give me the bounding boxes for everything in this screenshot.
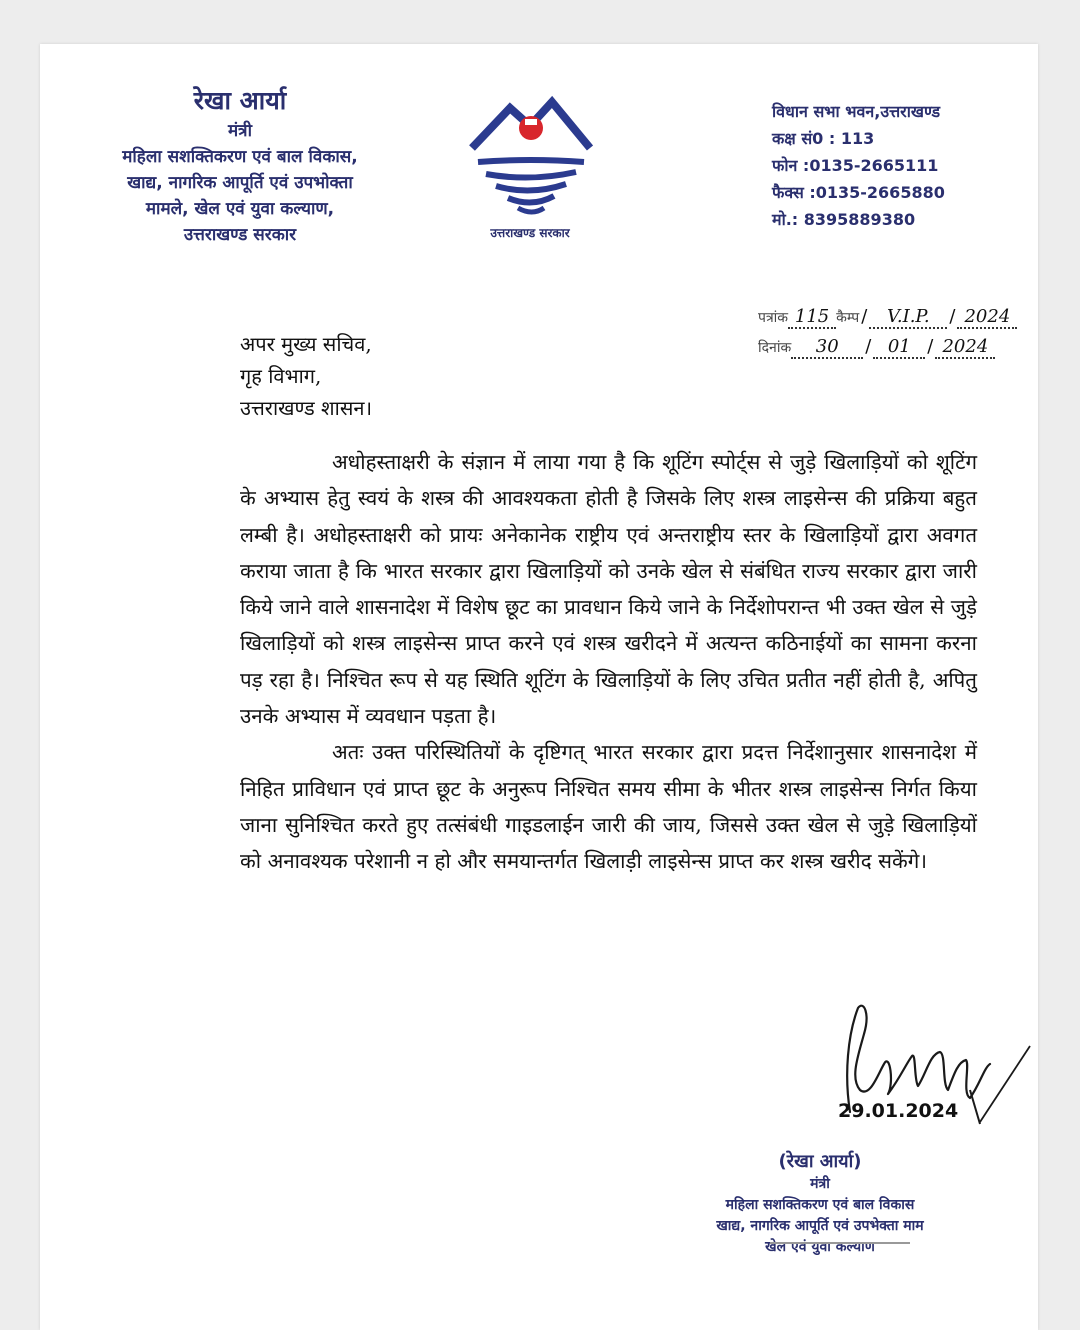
recipient-line: उत्तराखण्ड शासन। [240,396,373,420]
date-row: दिनांक 30 / 01 / 2024 [758,336,1017,366]
reference-block [758,306,1017,366]
office-address: विधान सभा भवन,उत्तराखण्ड [772,102,941,121]
recipient-address [240,328,372,424]
department-line: खाद्य, नागरिक आपूर्ति एवं उपभोक्ता [127,173,353,193]
fax-number: फैक्स :0135-2665880 [772,183,945,202]
body-paragraph-2: अतः उक्त परिस्थितियों के दृष्टिगत् भारत सरकार द्वारा प्रदत्त निर्देशानुसार शासनादेश में निहित प्राविधान एवं प्राप्त छूट के अनुरूप निश्चित समय सीमा के भीतर शस्त्र लाइसेन्स निर्गत किया जाना सुनिश्चित करते हुए तत्संबंधी गाइडलाईन जारी की जाय, जिससे उक्त खेल से जुड़े खिलाड़ियों को अनावश्यक परेशानी न हो और समयान्तर्गत खिलाड़ी लाइसेन्स प्राप्त कर शस्त्र खरीद सकेंगे। [240,740,977,874]
body-paragraph-1: अधोहस्ताक्षरी के संज्ञान में लाया गया है कि शूटिंग स्पोर्ट्स से जुड़े खिलाड़ियों को शूटिंग के अभ्यास हेतु स्वयं के शस्त्र की आवश्यकता होती है जिसके लिए शस्त्र लाइसेन्स की प्रक्रिया बहुत लम्बी है। अधोहस्ताक्षरी को प्रायः अनेकानेक राष्ट्रीय एवं अन्तराष्ट्रीय स्तर के खिलाड़ियों द्वारा अवगत कराया जाता है कि भारत सरकार द्वारा खिलाड़ियों को उनके खेल से संबंधित राज्य सरकार द्वारा जारी किये जाने वाले शासनादेश में विशेष छूट का प्रावधान किये जाने के निर्देशोपरान्त भी उक्त खेल से जुड़े खिलाड़ियों को शस्त्र लाइसेन्स प्राप्त करने एवं शस्त्र खरीदने में अत्यन्त कठिनाईयों का सामना करना पड़ रहा है। निश्चित रूप से यह स्थिति शूटिंग के खिलाड़ियों के लिए उचित प्रतीत नहीं होती है, अपितु उनके अभ्यास में व्यवधान पड़ता है। [240,450,977,729]
signature-date: 29.01.2024 [838,1100,959,1122]
signatory-department: खाद्य, नागरिक आपूर्ति एवं उपभेक्ता माम [716,1218,924,1234]
letterhead-contact [772,98,1032,233]
patrank-row: पत्रांक 115 कैम्प / V.I.P. / 2024 [758,306,1017,336]
logo-caption: उत्तराखण्ड सरकार [490,226,570,240]
stamp-underline [770,1242,910,1244]
signatory-name: (रेखा आर्या) [778,1151,862,1172]
signatory-department: महिला सशक्तिकरण एवं बाल विकास [725,1197,915,1213]
camp-value: V.I.P. [869,306,947,329]
department-line: उत्तराखण्ड सरकार [183,225,297,245]
date-day: 30 [791,336,863,359]
letter-page [40,44,1038,1330]
date-month: 01 [873,336,925,359]
minister-designation: मंत्री [228,121,252,141]
date-year: 2024 [935,336,995,359]
camp-label: कैम्प [836,310,860,326]
room-number: कक्ष सं0 : 113 [772,129,875,148]
date-label: दिनांक [758,340,792,356]
recipient-line: गृह विभाग, [240,364,322,388]
recipient-line: अपर मुख्य सचिव, [240,332,372,356]
signatory-designation: मंत्री [810,1176,830,1192]
letterhead-left [80,84,400,248]
patrank-value: 115 [788,306,836,329]
signatory-department: खेल एवं युवा कल्याण [765,1239,875,1255]
government-logo [460,92,600,241]
ref-year: 2024 [957,306,1017,329]
phone-number: फोन :0135-2665111 [772,156,939,175]
department-line: महिला सशक्तिकरण एवं बाल विकास, [122,147,358,167]
minister-name: रेखा आर्या [193,86,287,115]
patrank-label: पत्रांक [758,310,789,326]
letter-body [240,444,977,880]
mobile-number: मो.: 8395889380 [772,210,916,229]
uttarakhand-emblem-icon [460,92,600,220]
department-line: मामले, खेल एवं युवा कल्याण, [145,199,335,219]
